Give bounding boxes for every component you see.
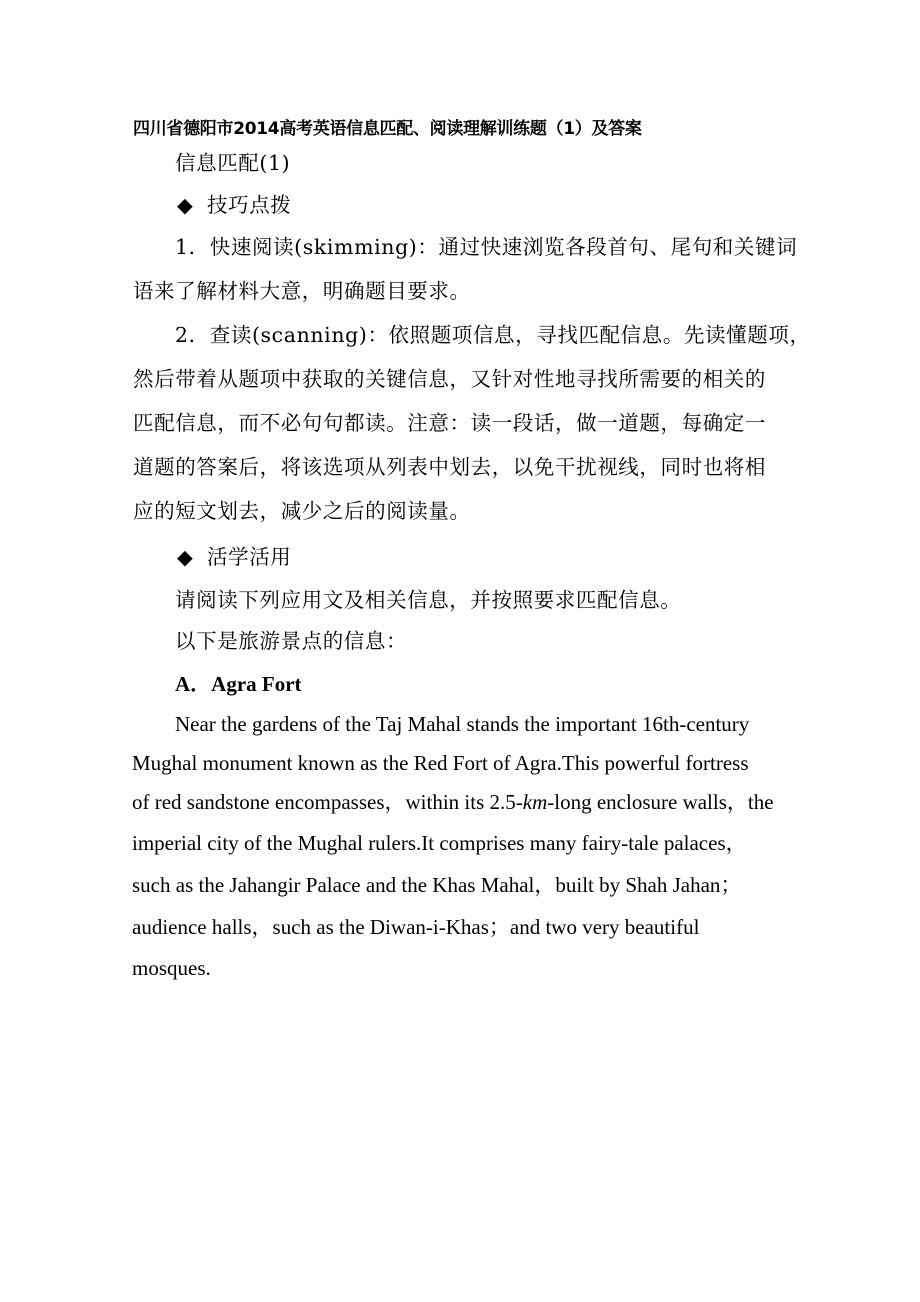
item-a-line: imperial city of the Mughal rulers.It comprises many fairy-tale palaces，: [132, 831, 747, 855]
tips-para1-line: 1．快速阅读(skimming)：通过快速浏览各段首句、尾句和关键词: [175, 235, 798, 259]
section-heading: 信息匹配(1): [175, 151, 291, 175]
tips-para2-line: 2．查读(scanning)：依照题项信息，寻找匹配信息。先读懂题项，: [175, 323, 811, 347]
item-a-line: Near the gardens of the Taj Mahal stands the important 16th-century: [175, 712, 750, 736]
item-a-line: audience halls，such as the Diwan-i-Khas；and two very beautiful: [132, 915, 700, 939]
item-a-line: of red sandstone encompasses，within its 2.5-km-long enclosure walls，the: [132, 790, 774, 814]
tips-para2-line: 应的短文划去，减少之后的阅读量。: [133, 499, 471, 523]
practice-intro: 以下是旅游景点的信息：: [175, 629, 408, 653]
tips-para2-line: 然后带着从题项中获取的关键信息，又针对性地寻找所需要的相关的: [133, 367, 766, 391]
document-title: 四川省德阳市2014高考英语信息匹配、阅读理解训练题（1）及答案: [133, 119, 642, 139]
practice-instruction: 请阅读下列应用文及相关信息，并按照要求匹配信息。: [175, 588, 682, 612]
tips-para2-line: 道题的答案后，将该选项从列表中划去，以免干扰视线，同时也将相: [133, 455, 766, 479]
item-a-title: A．Agra Fort: [175, 672, 302, 696]
bullet-diamond-icon: ◆: [177, 193, 194, 217]
tips-para2-line: 匹配信息，而不必句句都读。注意：读一段话，做一道题，每确定一: [133, 411, 766, 435]
tips-para1-line: 语来了解材料大意，明确题目要求。: [133, 279, 471, 303]
item-a-line: mosques.: [132, 956, 211, 980]
bullet-diamond-icon: ◆: [177, 545, 194, 569]
item-a-line: Mughal monument known as the Red Fort of Agra.This powerful fortress: [132, 751, 749, 775]
practice-heading: 活学活用: [207, 545, 292, 569]
tips-heading: 技巧点拨: [207, 193, 292, 217]
item-a-line: such as the Jahangir Palace and the Khas Mahal，built by Shah Jahan；: [132, 873, 742, 897]
